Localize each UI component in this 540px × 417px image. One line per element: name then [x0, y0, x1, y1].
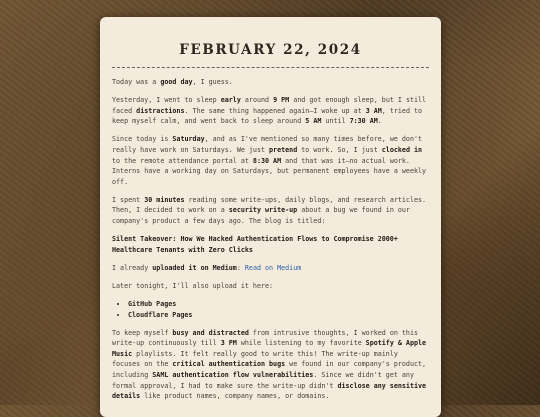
text: Yesterday, I went to sleep [112, 96, 221, 105]
list-item: • Cloudflare Pages [128, 310, 429, 321]
bold-text: 9 PM [273, 96, 290, 105]
text: To keep myself [112, 328, 173, 337]
text: until [321, 117, 350, 126]
bold-text: uploaded it on Medium [152, 263, 237, 272]
bold-text: 7:30 AM [349, 117, 378, 126]
title-divider [112, 67, 429, 68]
bold-text: 3 AM [365, 106, 382, 115]
text: to the remote attendance portal at [112, 156, 253, 165]
paragraph-writeup [112, 195, 429, 227]
text: . [377, 117, 382, 126]
bold-text: Spotify & Apple Music [112, 339, 427, 358]
text: , I guess. [192, 78, 233, 86]
text: about a bug we found in our company's product a few days ago. The blog is titled: [112, 206, 410, 226]
text: , and as I've mentioned so many times before, we don't really have work on Saturdays. We just [112, 135, 423, 154]
paragraph-busy [112, 328, 429, 402]
text: and got enough sleep, but I still faced [112, 96, 427, 115]
bold-text: critical authentication bugs [172, 360, 286, 369]
blog-title: Silent Takeover: How We Hacked Authentication Flows to Compromise 2000+ Healthcare Tenants with Zero Clicks [112, 235, 398, 254]
text: Today was a [112, 78, 161, 86]
text: from intrusive thoughts, I worked on this write-up continuously till [112, 328, 419, 348]
text: while listening to my favorite [236, 339, 366, 348]
paragraph-intro [112, 77, 429, 88]
text: we found in our company's product, including [112, 360, 427, 380]
text: . The same thing happened again—I woke up at [184, 106, 366, 115]
text: Since today is [112, 135, 173, 144]
list-item: • GitHub Pages [128, 299, 429, 310]
bold-text: Saturday [172, 135, 205, 144]
bold-text: pretend [269, 145, 298, 154]
bold-text: clocked in [381, 145, 423, 154]
bold-text: disclose any sensitive details [112, 381, 427, 401]
bold-text: 8:30 AM [252, 156, 282, 165]
text: I spent [112, 195, 145, 204]
bold-text: good day [160, 78, 193, 86]
paragraph-saturday [112, 134, 429, 187]
bold-text: distractions [136, 106, 185, 115]
text: reading some write-ups, daily blogs, and research articles. Then, I decided to work on a [112, 195, 427, 215]
bold-text: 30 minutes [144, 195, 185, 204]
bold-text: 3 PM [220, 339, 237, 348]
paragraph-upload: Later tonight, I'll also upload it here: [112, 281, 274, 290]
text: . Since we didn't get any formal approval, I had to make sure the write-up didn't [112, 371, 414, 390]
page-title: FEBRUARY 22, 2024 [179, 42, 362, 58]
bold-text: security write-up [228, 206, 298, 215]
text: : [236, 263, 245, 272]
bold-text: busy and distracted [172, 328, 249, 337]
text: like product names, company names, or domains. [140, 392, 330, 401]
text: and that was it—no actual work. Interns have a working day on Saturdays, but permanent employees have a weekly off. [112, 156, 427, 186]
bold-text: 5 AM [305, 117, 322, 126]
journal-page [100, 17, 441, 417]
text: I already [112, 263, 153, 272]
paragraph-sleep [112, 95, 429, 127]
medium-link[interactable]: Read on Medium [244, 263, 302, 272]
text: to work. So, I just [297, 145, 382, 154]
bold-text: SAML authentication flow vulnerabilities [152, 371, 314, 380]
paragraph-medium [112, 263, 429, 274]
bold-text: early [220, 96, 241, 105]
text: , tried to keep myself calm, and went back to sleep around [112, 106, 423, 126]
upload-list [112, 299, 429, 320]
text: playlists. It felt really good to write this! The write-up mainly focuses on the [112, 349, 398, 369]
text: around [240, 96, 274, 105]
